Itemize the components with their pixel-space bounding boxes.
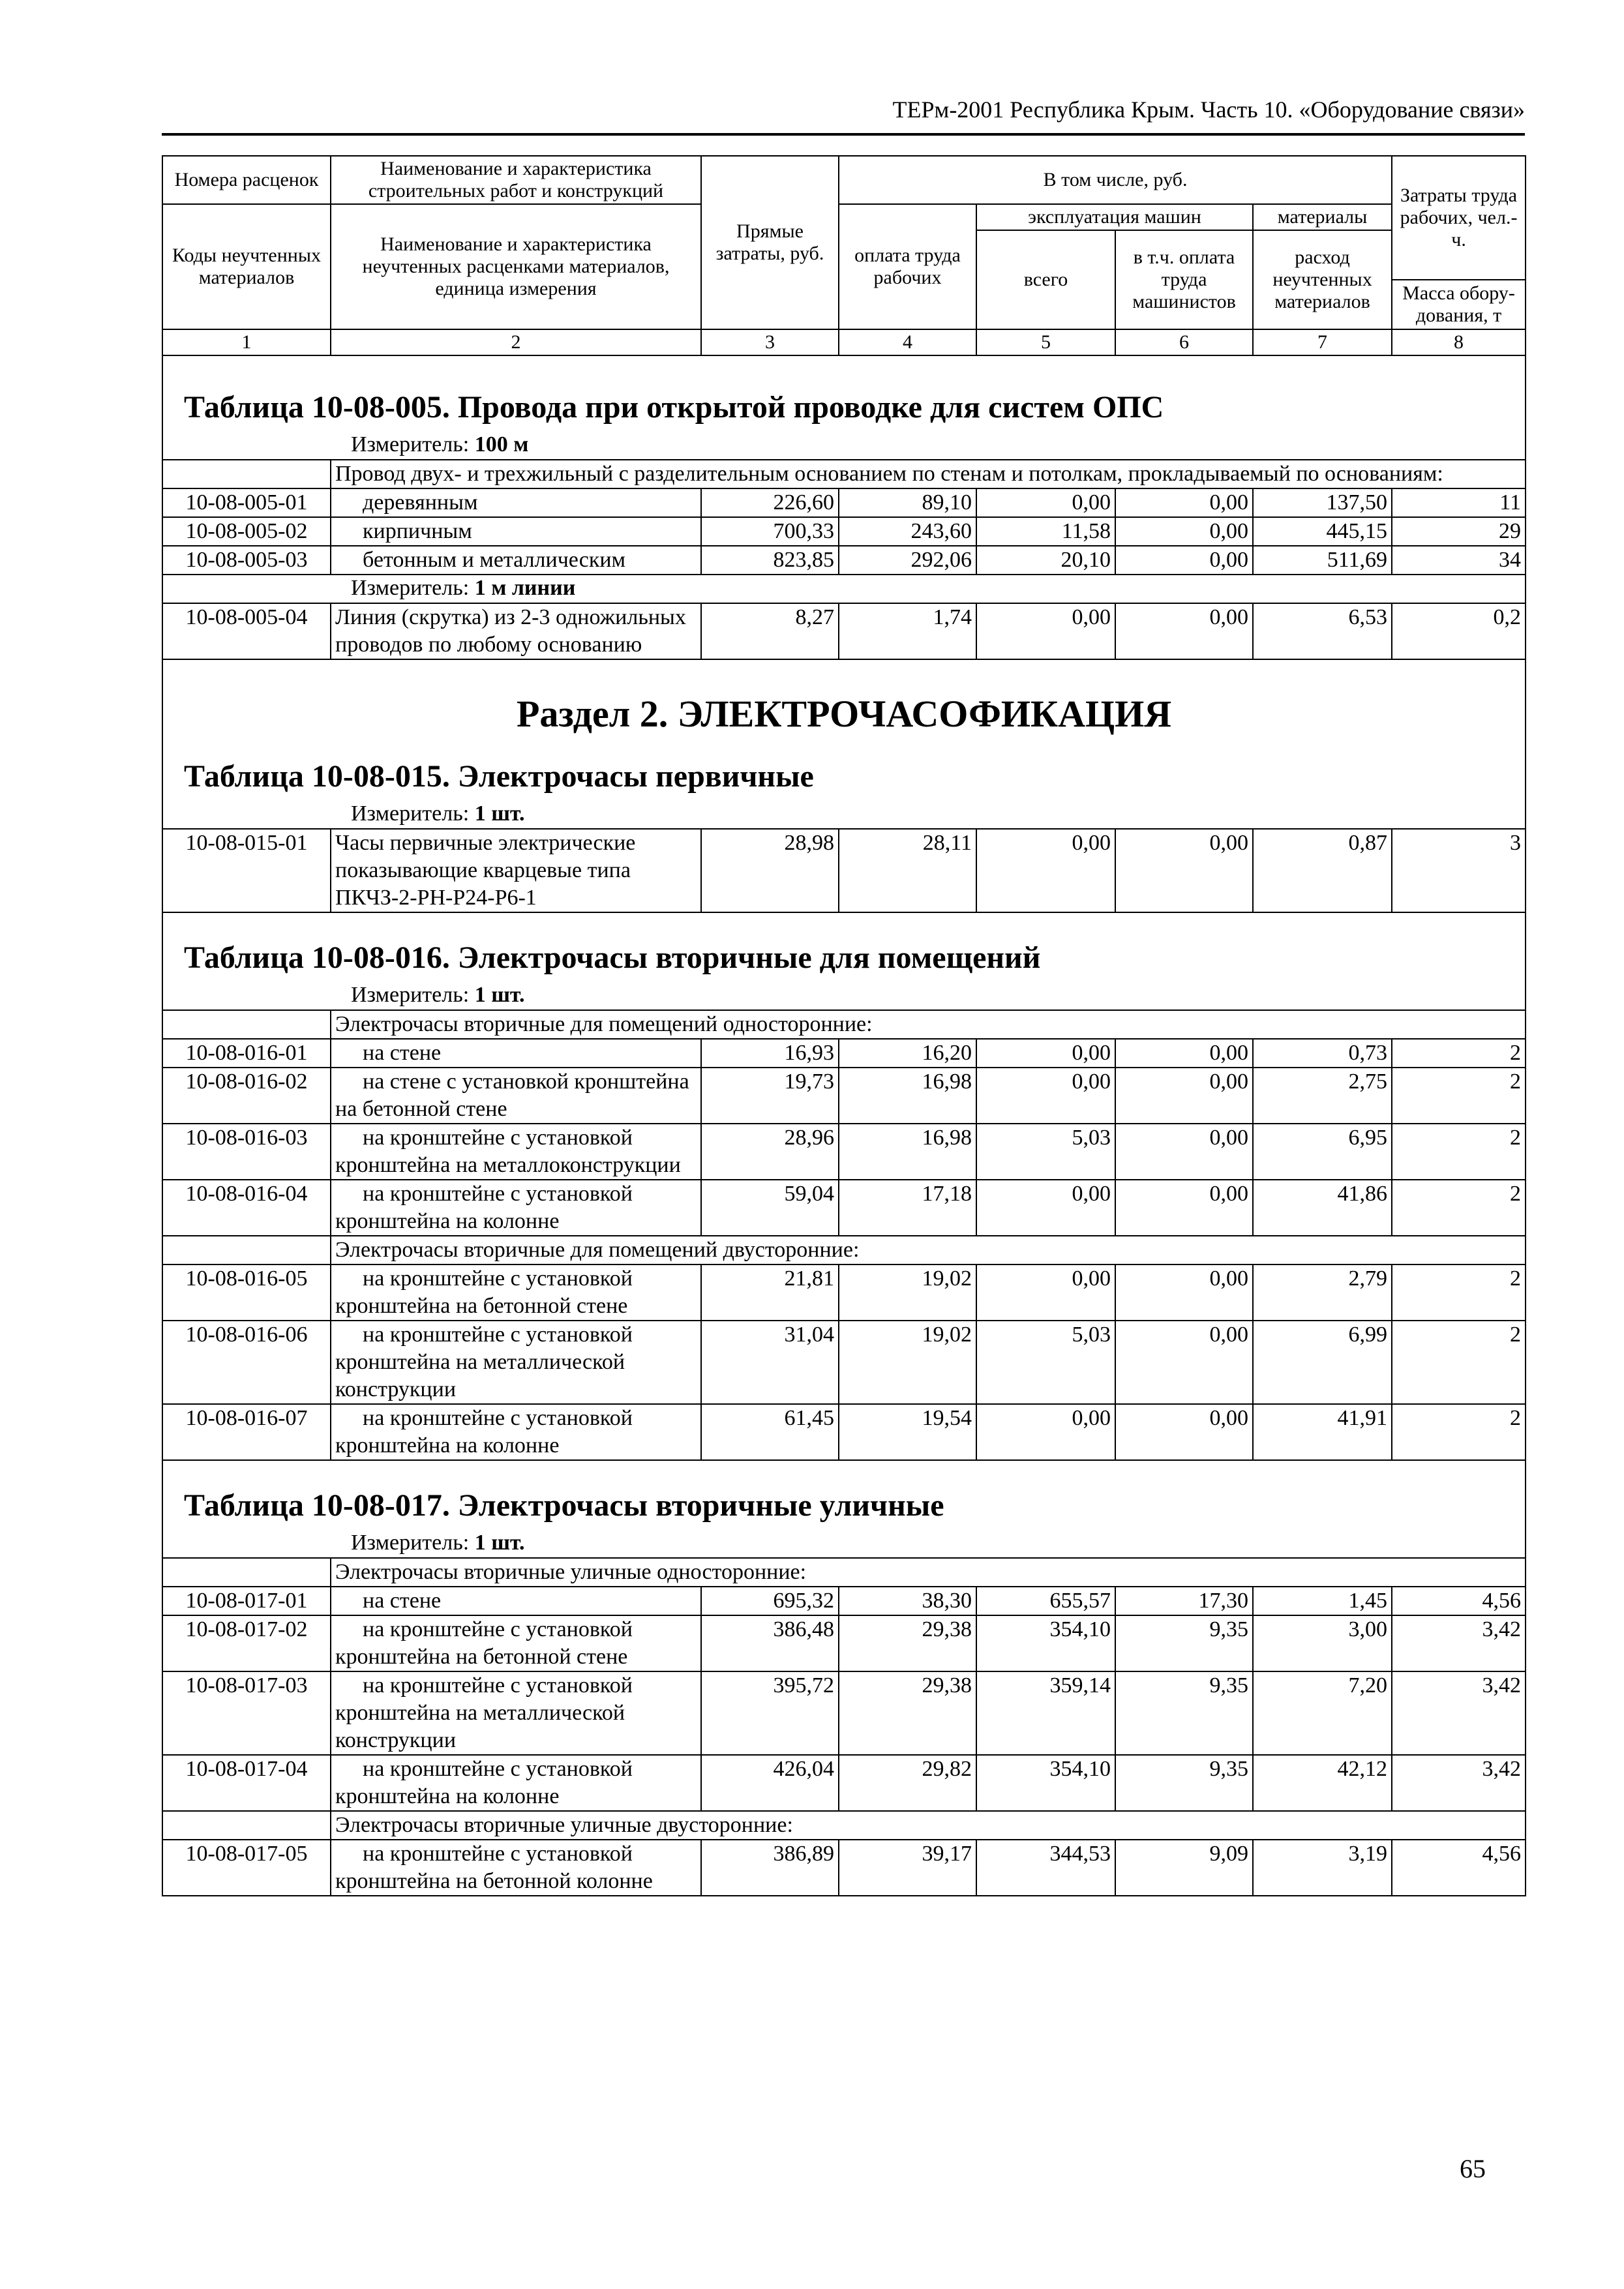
table-cell: 10-08-017-02: [162, 1615, 331, 1671]
table-cell: 386,89: [701, 1840, 839, 1896]
running-header: ТЕРм-2001 Республика Крым. Часть 10. «Оборудование связи»: [892, 97, 1525, 123]
table-cell: 9,35: [1115, 1755, 1253, 1811]
table-cell: 2: [1392, 1068, 1526, 1124]
table-cell: на кронштейне с установкой кронштейна на металлоконструкции: [331, 1124, 701, 1180]
table-cell: 34: [1392, 546, 1526, 575]
table-cell: [162, 460, 331, 488]
table-cell: 0,87: [1253, 829, 1392, 912]
table-005-measure-2: Измеритель: 1 м линии: [351, 576, 576, 600]
table-cell: 1,45: [1253, 1587, 1392, 1615]
table-cell: 10-08-016-06: [162, 1321, 331, 1404]
table-cell: 41,86: [1253, 1180, 1392, 1236]
table-017-title: Таблица 10-08-017. Электрочасы вторичные уличные: [184, 1488, 944, 1523]
table-cell: на стене с установкой кронштейна на бетонной стене: [331, 1068, 701, 1124]
table-cell: 359,14: [976, 1671, 1115, 1755]
table-015-measure: Измеритель: 1 шт.: [351, 801, 525, 826]
table-row: [162, 488, 1526, 517]
table-cell: [162, 912, 1526, 1010]
table-cell: 2: [1392, 1321, 1526, 1404]
table-cell: 386,48: [701, 1615, 839, 1671]
table-cell: 16,20: [839, 1039, 976, 1068]
header-c1-top: Номера расценок: [162, 156, 331, 204]
header-c2-bottom: Наименование и характеристика неучтенных расценками материалов, единица измерения: [331, 204, 701, 329]
table-cell: 41,91: [1253, 1404, 1392, 1460]
table-cell: 10-08-016-02: [162, 1068, 331, 1124]
table-cell: 0,00: [1115, 546, 1253, 575]
table-cell: 2,75: [1253, 1068, 1392, 1124]
table-cell: 28,96: [701, 1124, 839, 1180]
table-cell: 5,03: [976, 1321, 1115, 1404]
table-cell: на кронштейне с установкой кронштейна на бетонной стене: [331, 1615, 701, 1671]
header-c3: Прямые затраты, руб.: [701, 156, 839, 329]
table-cell: 0,2: [1392, 603, 1526, 659]
table-row: [162, 1671, 1526, 1755]
group-row: [162, 1811, 1526, 1840]
header-c1-bottom: Коды неучтенных материалов: [162, 204, 331, 329]
table-cell: 16,93: [701, 1039, 839, 1068]
table-cell: 11,58: [976, 517, 1115, 546]
table-cell: на кронштейне с установкой кронштейна на металлической конструкции: [331, 1321, 701, 1404]
table-cell: на стене: [331, 1039, 701, 1068]
table-row: [162, 1068, 1526, 1124]
rates-table: [162, 155, 1526, 1896]
table-cell: 10-08-005-01: [162, 488, 331, 517]
table-005-measure-1: Измеритель: 100 м: [351, 432, 529, 456]
table-cell: 3,42: [1392, 1671, 1526, 1755]
table-cell: 695,32: [701, 1587, 839, 1615]
table-cell: 19,54: [839, 1404, 976, 1460]
header-c7: расход неучтенных материалов: [1253, 230, 1392, 329]
table-cell: 395,72: [701, 1671, 839, 1755]
group-label: Провод двух- и трехжильный с разделительным основанием по стенам и потолкам, прокладываемый по основаниям:: [331, 460, 1526, 488]
table-cell: 21,81: [701, 1264, 839, 1321]
table-cell: [162, 575, 1526, 603]
table-005-title: Таблица 10-08-005. Провода при открытой проводке для систем ОПС: [184, 390, 1164, 425]
table-cell: 4,56: [1392, 1587, 1526, 1615]
table-row: [162, 1264, 1526, 1321]
table-cell: 655,57: [976, 1587, 1115, 1615]
table-cell: 3,19: [1253, 1840, 1392, 1896]
table-cell: кирпичным: [331, 517, 701, 546]
header-incl: В том числе, руб.: [839, 156, 1392, 204]
table-cell: 0,00: [976, 1264, 1115, 1321]
table-cell: [162, 355, 1526, 460]
table-cell: 9,35: [1115, 1671, 1253, 1755]
table-cell: 10-08-017-05: [162, 1840, 331, 1896]
col-number: 7: [1253, 329, 1392, 355]
table-cell: 10-08-017-04: [162, 1755, 331, 1811]
table-cell: [162, 1010, 331, 1039]
table-cell: 9,09: [1115, 1840, 1253, 1896]
header-materials: материалы: [1253, 204, 1392, 230]
table-cell: 137,50: [1253, 488, 1392, 517]
header-machines: эксплуатация машин: [976, 204, 1253, 230]
table-cell: 0,00: [976, 1039, 1115, 1068]
table-cell: 426,04: [701, 1755, 839, 1811]
table-cell: 226,60: [701, 488, 839, 517]
table-cell: на кронштейне с установкой кронштейна на бетонной колонне: [331, 1840, 701, 1896]
table-cell: 19,73: [701, 1068, 839, 1124]
table-cell: 39,17: [839, 1840, 976, 1896]
table-cell: 6,95: [1253, 1124, 1392, 1180]
table-cell: 354,10: [976, 1755, 1115, 1811]
col-number: 8: [1392, 329, 1526, 355]
table-cell: 6,99: [1253, 1321, 1392, 1404]
table-cell: на стене: [331, 1587, 701, 1615]
table-row: [162, 1039, 1526, 1068]
table-cell: 16,98: [839, 1124, 976, 1180]
header-c5: всего: [976, 230, 1115, 329]
table-cell: 28,11: [839, 829, 976, 912]
table-cell: 0,00: [1115, 1068, 1253, 1124]
group-row: [162, 1010, 1526, 1039]
table-cell: 700,33: [701, 517, 839, 546]
group-label: Электрочасы вторичные для помещений односторонние:: [331, 1010, 1526, 1039]
table-cell: [162, 1558, 331, 1587]
col-number: 1: [162, 329, 331, 355]
group-row: [162, 1558, 1526, 1587]
header-c4: оплата труда рабочих: [839, 204, 976, 329]
table-row: [162, 1615, 1526, 1671]
table-cell: 5,03: [976, 1124, 1115, 1180]
table-cell: 19,02: [839, 1321, 976, 1404]
table-cell: 29: [1392, 517, 1526, 546]
table-cell: деревянным: [331, 488, 701, 517]
table-cell: 29,38: [839, 1671, 976, 1755]
table-cell: 0,00: [1115, 1264, 1253, 1321]
table-cell: 6,53: [1253, 603, 1392, 659]
table-cell: 10-08-016-03: [162, 1124, 331, 1180]
group-row: [162, 460, 1526, 488]
group-row: [162, 1236, 1526, 1264]
table-cell: 0,00: [1115, 1404, 1253, 1460]
table-cell: 16,98: [839, 1068, 976, 1124]
table-cell: 10-08-016-01: [162, 1039, 331, 1068]
header-c6: в т.ч. оплата труда машинистов: [1115, 230, 1253, 329]
table-cell: 29,82: [839, 1755, 976, 1811]
group-label: Электрочасы вторичные для помещений двусторонние:: [331, 1236, 1526, 1264]
table-cell: 10-08-005-02: [162, 517, 331, 546]
table-cell: 19,02: [839, 1264, 976, 1321]
table-cell: 61,45: [701, 1404, 839, 1460]
table-cell: 0,00: [976, 1404, 1115, 1460]
table-cell: на кронштейне с установкой кронштейна на колонне: [331, 1180, 701, 1236]
table-cell: на кронштейне с установкой кронштейна на металлической конструкции: [331, 1671, 701, 1755]
col-number: 6: [1115, 329, 1253, 355]
col-number: 4: [839, 329, 976, 355]
table-cell: на кронштейне с установкой кронштейна на колонне: [331, 1404, 701, 1460]
table-cell: 2: [1392, 1180, 1526, 1236]
group-label: Электрочасы вторичные уличные односторонние:: [331, 1558, 1526, 1587]
table-cell: 31,04: [701, 1321, 839, 1404]
table-cell: [162, 1811, 331, 1840]
table-cell: 2: [1392, 1264, 1526, 1321]
table-cell: 354,10: [976, 1615, 1115, 1671]
table-cell: 0,00: [1115, 603, 1253, 659]
table-cell: 38,30: [839, 1587, 976, 1615]
table-cell: на кронштейне с установкой кронштейна на колонне: [331, 1755, 701, 1811]
table-cell: 2: [1392, 1039, 1526, 1068]
table-017-measure: Измеритель: 1 шт.: [351, 1531, 525, 1555]
table-cell: 10-08-005-04: [162, 603, 331, 659]
table-cell: 292,06: [839, 546, 976, 575]
table-cell: 3,00: [1253, 1615, 1392, 1671]
table-cell: 42,12: [1253, 1755, 1392, 1811]
table-cell: 0,00: [1115, 1124, 1253, 1180]
table-row: [162, 1124, 1526, 1180]
table-cell: 10-08-016-05: [162, 1264, 331, 1321]
table-cell: 0,00: [1115, 829, 1253, 912]
table-cell: 0,00: [976, 1068, 1115, 1124]
table-cell: 0,00: [976, 603, 1115, 659]
table-cell: 10-08-016-04: [162, 1180, 331, 1236]
table-cell: 511,69: [1253, 546, 1392, 575]
table-cell: [162, 1460, 1526, 1558]
table-row: [162, 546, 1526, 575]
table-cell: 3,42: [1392, 1755, 1526, 1811]
table-cell: 0,00: [976, 488, 1115, 517]
table-row: [162, 1180, 1526, 1236]
header-c8-top: Затраты труда рабочих, чел.-ч.: [1392, 156, 1526, 280]
header-c8-bottom: Масса обору-дования, т: [1392, 280, 1526, 329]
table-cell: 0,73: [1253, 1039, 1392, 1068]
table-cell: [162, 659, 1526, 829]
col-number: 2: [331, 329, 701, 355]
table-row: [162, 1587, 1526, 1615]
table-cell: 0,00: [976, 829, 1115, 912]
table-cell: 10-08-005-03: [162, 546, 331, 575]
table-016-title: Таблица 10-08-016. Электрочасы вторичные для помещений: [184, 940, 1041, 975]
table-row: [162, 517, 1526, 546]
table-cell: на кронштейне с установкой кронштейна на бетонной стене: [331, 1264, 701, 1321]
table-cell: 823,85: [701, 546, 839, 575]
table-cell: 17,18: [839, 1180, 976, 1236]
table-cell: 4,56: [1392, 1840, 1526, 1896]
col-number: 5: [976, 329, 1115, 355]
table-row: [162, 1840, 1526, 1896]
table-row: [162, 1755, 1526, 1811]
table-cell: 10-08-016-07: [162, 1404, 331, 1460]
column-numbers-row: [162, 329, 1526, 355]
page-number: 65: [1460, 2154, 1486, 2183]
table-cell: 344,53: [976, 1840, 1115, 1896]
table-cell: 10-08-017-01: [162, 1587, 331, 1615]
table-cell: 11: [1392, 488, 1526, 517]
table-cell: 20,10: [976, 546, 1115, 575]
table-016-measure: Измеритель: 1 шт.: [351, 983, 525, 1007]
table-cell: 0,00: [1115, 1180, 1253, 1236]
table-cell: 0,00: [976, 1180, 1115, 1236]
table-cell: бетонным и металлическим: [331, 546, 701, 575]
table-cell: 9,35: [1115, 1615, 1253, 1671]
table-header: [162, 156, 1526, 355]
table-cell: Линия (скрутка) из 2-3 одножильных проводов по любому основанию: [331, 603, 701, 659]
table-cell: 89,10: [839, 488, 976, 517]
group-label: Электрочасы вторичные уличные двусторонние:: [331, 1811, 1526, 1840]
table-row: [162, 829, 1526, 912]
section-title: Раздел 2. ЭЛЕКТРОЧАСОФИКАЦИЯ: [516, 693, 1172, 735]
table-cell: 8,27: [701, 603, 839, 659]
table-cell: 0,00: [1115, 488, 1253, 517]
table-cell: 7,20: [1253, 1671, 1392, 1755]
table-cell: 445,15: [1253, 517, 1392, 546]
table-row: [162, 1321, 1526, 1404]
table-cell: 3: [1392, 829, 1526, 912]
table-cell: 2: [1392, 1404, 1526, 1460]
table-cell: 10-08-015-01: [162, 829, 331, 912]
table-cell: 17,30: [1115, 1587, 1253, 1615]
table-row: [162, 1404, 1526, 1460]
table-cell: 2: [1392, 1124, 1526, 1180]
table-cell: 2,79: [1253, 1264, 1392, 1321]
table-015-title: Таблица 10-08-015. Электрочасы первичные: [184, 759, 814, 794]
table-cell: [162, 1236, 331, 1264]
table-cell: 29,38: [839, 1615, 976, 1671]
table-cell: 1,74: [839, 603, 976, 659]
header-c2-top: Наименование и характеристика строительных работ и конструкций: [331, 156, 701, 204]
table-cell: 3,42: [1392, 1615, 1526, 1671]
table-cell: 243,60: [839, 517, 976, 546]
table-cell: Часы первичные электрические показывающие кварцевые типа ПКЧЗ-2-РН-Р24-Р6-1: [331, 829, 701, 912]
table-cell: 59,04: [701, 1180, 839, 1236]
col-number: 3: [701, 329, 839, 355]
header-rule: [162, 133, 1525, 136]
table-cell: 10-08-017-03: [162, 1671, 331, 1755]
table-cell: 28,98: [701, 829, 839, 912]
table-cell: 0,00: [1115, 1039, 1253, 1068]
table-cell: 0,00: [1115, 1321, 1253, 1404]
table-row: [162, 603, 1526, 659]
table-cell: 0,00: [1115, 517, 1253, 546]
